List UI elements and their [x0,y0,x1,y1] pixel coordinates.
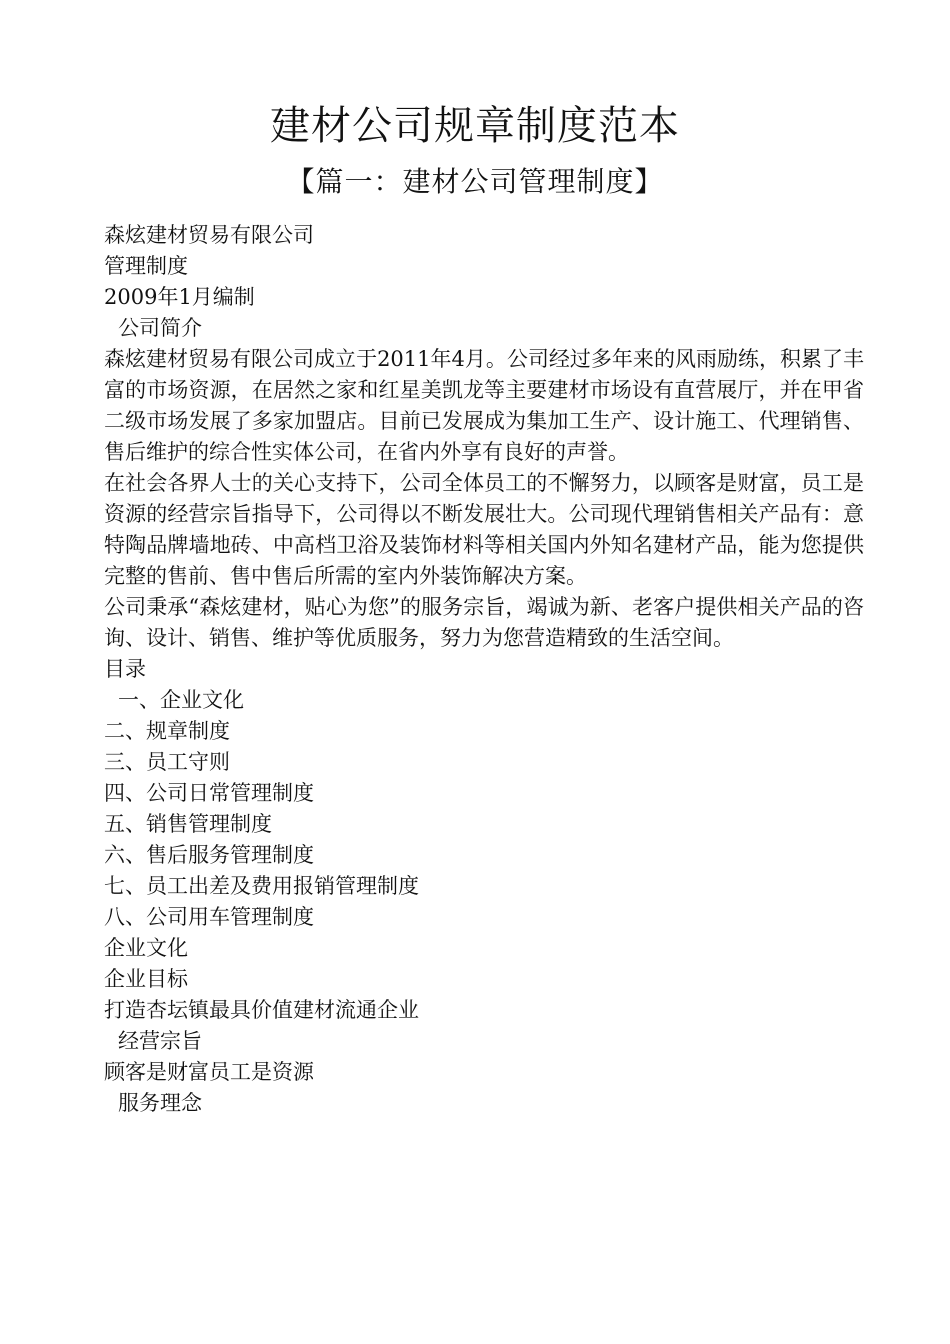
toc-item: 四、公司日常管理制度 [104,781,314,805]
purpose-text: 顾客是财富员工是资源 [104,1060,314,1084]
purpose-heading: 经营宗旨 [118,1029,202,1053]
toc-item: 二、规章制度 [104,719,230,743]
toc-item: 六、售后服务管理制度 [104,843,314,867]
toc-item: 七、员工出差及费用报销管理制度 [104,874,419,898]
toc-item: 三、员工守则 [104,750,230,774]
culture-heading: 企业文化 [104,936,188,960]
intro-paragraph-2: 在社会各界人士的关心支持下，公司全体员工的不懈努力，以顾客是财富，员工是资源的经营宗旨指导下，公司得以不断发展壮大。公司现代理销售相关产品有：意特陶品牌墙地砖、中高档卫浴及装饰材料等相关国内外知名建材产品，能为您提供完整的售前、售中售后所需的室内外装饰解决方案。 [104,471,864,588]
document-title: 建材公司规章制度范本 [270,103,680,149]
doc-date: 2009年1月编制 [104,285,255,309]
goal-heading: 企业目标 [104,967,188,991]
service-heading: 服务理念 [118,1091,202,1115]
toc-heading: 目录 [104,657,146,681]
document-subtitle: 【篇一：建材公司管理制度】 [286,165,664,198]
doc-type: 管理制度 [104,254,188,278]
intro-paragraph-3: 公司秉承“森炫建材，贴心为您”的服务宗旨，竭诚为新、老客户提供相关产品的咨询、设计、销售、维护等优质服务，努力为您营造精致的生活空间。 [104,595,864,650]
toc-item: 五、销售管理制度 [104,812,272,836]
document-body [104,220,864,1119]
intro-heading: 公司简介 [118,316,202,340]
goal-text: 打造杏坛镇最具价值建材流通企业 [104,998,419,1022]
company-name: 森炫建材贸易有限公司 [104,223,314,247]
toc-item: 一、企业文化 [118,688,244,712]
intro-paragraph-1: 森炫建材贸易有限公司成立于2011年4月。公司经过多年来的风雨励练，积累了丰富的市场资源，在居然之家和红星美凯龙等主要建材市场设有直营展厅，并在甲省二级市场发展了多家加盟店。目前已发展成为集加工生产、设计施工、代理销售、售后维护的综合性实体公司，在省内外享有良好的声誉。 [104,347,864,464]
toc-item: 八、公司用车管理制度 [104,905,314,929]
